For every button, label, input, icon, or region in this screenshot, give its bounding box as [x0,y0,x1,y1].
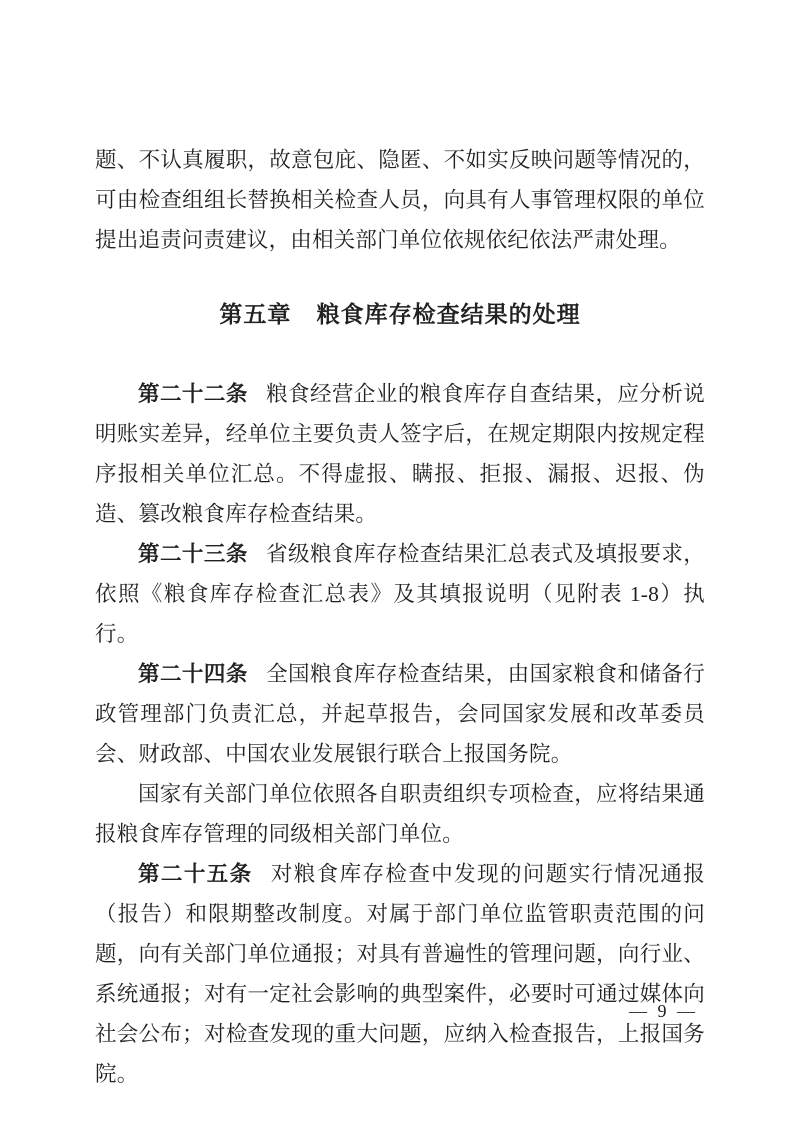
continuation-paragraph: 题、不认真履职，故意包庇、隐匿、不如实反映问题等情况的，可由检查组组长替换相关检查人员，向具有人事管理权限的单位提出追责问责建议，由相关部门单位依规依纪依法严肃处理。 [95,148,705,252]
supplement-paragraph: 国家有关部门单位依照各自职责组织专项检查，应将结果通报粮食库存管理的同级相关部门单位。 [95,782,705,846]
article-22-number: 第二十二条 [138,382,248,406]
chapter-heading [95,292,705,336]
article-23-number: 第二十三条 [138,542,248,566]
article-25-number: 第二十五条 [138,862,253,886]
chapter-title: 粮食库存检查结果的处理 [316,301,581,327]
article-23 [95,534,705,654]
article-24 [95,654,705,774]
page-number: — 9 — [629,1001,698,1021]
article-24-text: 全国粮食库存检查结果，由国家粮食和储备行政管理部门负责汇总，并起草报告，会同国家发展和改革委员会、财政部、中国农业发展银行联合上报国务院。 [95,662,705,766]
article-25-text: 对粮食库存检查中发现的问题实行情况通报（报告）和限期整改制度。对属于部门单位监管职责范围的问题，向有关部门单位通报；对具有普遍性的管理问题，向行业、系统通报；对有一定社会影响的典型案件，必要时可通过媒体向社会公布；对检查发现的重大问题，应纳入检查报告，上报国务院。 [95,862,705,1086]
article-22 [95,374,705,534]
chapter-label: 第五章 [219,301,292,327]
article-25 [95,854,705,1094]
article-23-text: 省级粮食库存检查结果汇总表式及填报要求，依照《粮食库存检查汇总表》及其填报说明（见附表 1-8）执行。 [95,542,705,646]
article-22-text: 粮食经营企业的粮食库存自查结果，应分析说明账实差异，经单位主要负责人签字后，在规定期限内按规定程序报相关单位汇总。不得虚报、瞒报、拒报、漏报、迟报、伪造、篡改粮食库存检查结果。 [95,382,705,526]
article-24-number: 第二十四条 [138,662,248,686]
document-body [95,140,705,1094]
